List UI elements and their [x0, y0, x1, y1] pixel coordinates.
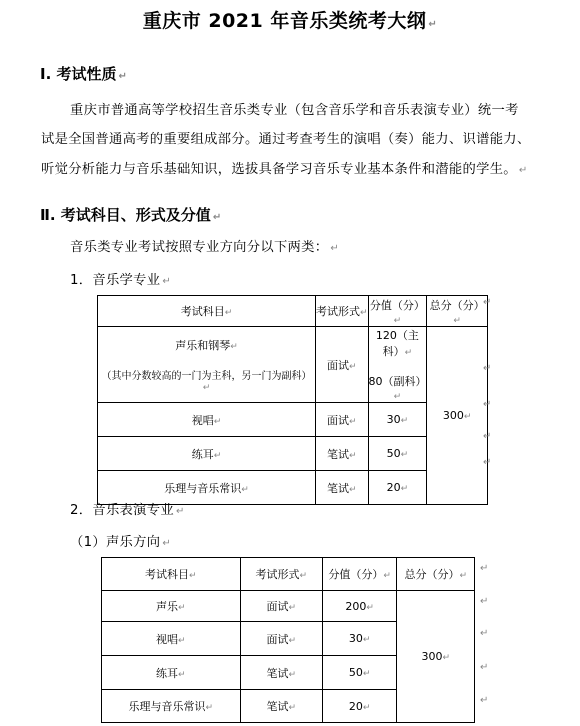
- row-end-mark: ↵: [480, 563, 489, 574]
- form-cell: 面试↵: [240, 591, 322, 622]
- header-cell: 考试科目↵: [102, 558, 241, 591]
- paragraph-mark: ↵: [330, 243, 340, 254]
- form-cell: 面试↵: [240, 622, 322, 656]
- subheading-musicology: 1．音乐学专业 ↵: [70, 273, 172, 288]
- form-cell: 笔试↵: [315, 437, 368, 471]
- header-cell: 总分（分）↵: [427, 296, 488, 327]
- header-cell: 考试形式↵: [240, 558, 322, 591]
- subject-cell: 乐理与音乐常识↵: [102, 690, 241, 723]
- form-cell: 笔试↵: [315, 471, 368, 505]
- score-cell: 30↵: [322, 622, 397, 656]
- score-cell: 50↵: [322, 656, 397, 690]
- section-heading-subjects: Ⅱ. 考试科目、形式及分值 ↵: [40, 206, 222, 224]
- nature-line-3: 听觉分析能力与音乐基础知识，选拔具备学习音乐专业基本条件和潜能的学生。 ↵: [41, 162, 528, 177]
- subheading-performance: 2．音乐表演专业 ↵: [70, 503, 185, 518]
- row-end-mark: ↵: [483, 457, 492, 468]
- subject-cell: 声乐↵: [102, 591, 241, 622]
- musicology-exam-table: [97, 295, 488, 505]
- vocal-exam-table: [101, 557, 475, 723]
- score-cell: 20↵: [322, 690, 397, 723]
- paragraph-mark: ↵: [118, 71, 127, 82]
- nature-line-2: 试是全国普通高考的重要组成部分。通过考查考生的演唱（奏）能力、识谱能力、: [41, 132, 531, 147]
- table-row: [98, 327, 488, 403]
- row-end-mark: ↵: [483, 363, 492, 374]
- total-cell: 300↵: [397, 591, 475, 723]
- row-end-mark: ↵: [480, 662, 489, 673]
- document-title: 重庆市 2021 年音乐类统考大纲 ↵: [142, 10, 438, 32]
- paragraph-mark: ↵: [175, 506, 185, 517]
- paragraph-mark: ↵: [162, 276, 172, 287]
- table-row: [102, 591, 475, 622]
- section-heading-nature: Ⅰ. 考试性质 ↵: [40, 65, 127, 83]
- nature-line-1: 重庆市普通高等学校招生音乐类专业（包含音乐学和音乐表演专业）统一考: [70, 103, 519, 118]
- subject-cell: 声乐和钢琴↵ （其中分数较高的一门为主科，另一门为副科）↵: [98, 327, 316, 403]
- paragraph-mark: ↵: [162, 538, 172, 549]
- total-cell: 300↵: [427, 327, 488, 505]
- subject-cell: 乐理与音乐常识↵: [98, 471, 316, 505]
- row-end-mark: ↵: [483, 297, 492, 308]
- row-end-mark: ↵: [480, 695, 489, 706]
- paragraph-mark: ↵: [428, 19, 438, 30]
- paragraph-mark: ↵: [212, 212, 222, 223]
- subject-cell: 练耳↵: [102, 656, 241, 690]
- subject-cell: 练耳↵: [98, 437, 316, 471]
- score-cell: 200↵: [322, 591, 397, 622]
- row-end-mark: ↵: [483, 431, 492, 442]
- score-cell: 50↵: [368, 437, 427, 471]
- score-cell: 30↵: [368, 403, 427, 437]
- paragraph-mark: ↵: [518, 165, 528, 176]
- subheading-vocal: （1）声乐方向 ↵: [70, 535, 172, 550]
- header-cell: 考试科目↵: [98, 296, 316, 327]
- header-cell: 考试形式↵: [315, 296, 368, 327]
- row-end-mark: ↵: [483, 399, 492, 410]
- table-header-row: [102, 558, 475, 591]
- subject-cell: 视唱↵: [102, 622, 241, 656]
- header-cell: 分值（分）↵: [322, 558, 397, 591]
- subjects-intro: 音乐类专业考试按照专业方向分以下两类： ↵: [70, 240, 340, 255]
- score-cell: 20↵: [368, 471, 427, 505]
- row-end-mark: ↵: [480, 628, 489, 639]
- form-cell: 笔试↵: [240, 656, 322, 690]
- subject-cell: 视唱↵: [98, 403, 316, 437]
- form-cell: 笔试↵: [240, 690, 322, 723]
- table-header-row: [98, 296, 488, 327]
- header-cell: 分值（分）↵: [368, 296, 427, 327]
- header-cell: 总分（分）↵: [397, 558, 475, 591]
- form-cell: 面试↵: [315, 327, 368, 403]
- row-end-mark: ↵: [480, 596, 489, 607]
- form-cell: 面试↵: [315, 403, 368, 437]
- score-cell: 120（主科）↵ 80（副科）↵: [368, 327, 427, 403]
